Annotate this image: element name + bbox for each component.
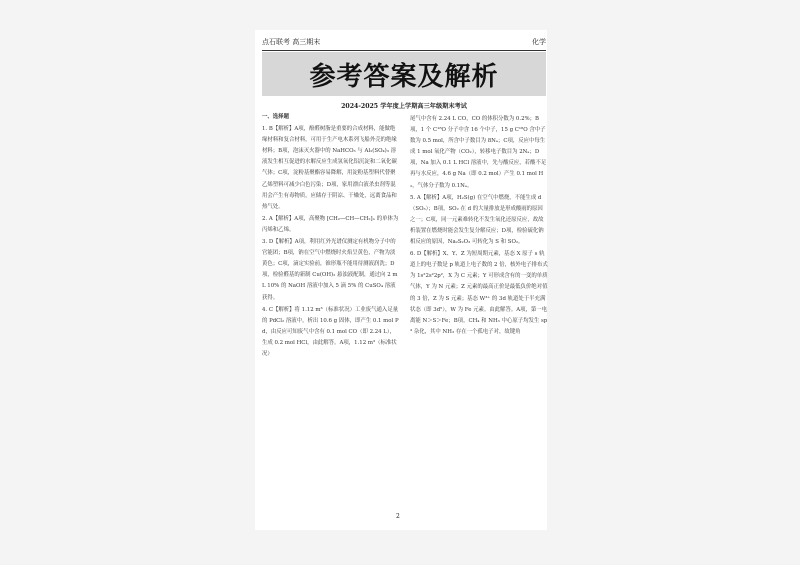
exam-subtitle: 2024-2025 学年度上学期高三年级期末考试: [341, 103, 467, 110]
answer-paragraph: 2. A【解析】A项，高聚物 [CH₂—CH—CH₂]ₙ 的单体为丙烯和乙烯。: [262, 215, 399, 233]
banner-title: 参考答案及解析: [309, 61, 499, 92]
title-banner: [262, 52, 546, 96]
answer-paragraph: 尾气中含有 2.24 L CO，CO 的体积分数为 0.2%；B项，1 个 C¹⁸O 分子中含 16 个中子，15 g C¹⁸O 含中子数为 0.5 mol，所含中子数目为 8Nₐ；C项，反应中每生成 1 mol 氧化产物（CO₂），转移电子数目为 2Nₐ；D项，Na 加入 0.1 L HCl 溶液中，先与酸反应，若酸不足再与水反应，4.6 g Na（即 0.2 mol）产生 0.1 mol H₂，气体分子数为 0.1Nₐ。: [410, 116, 547, 189]
answer-paragraph: 4. C【解析】将 1.12 m³（标准状况）工业废气通入足量的 PdCl₂ 溶液中，析出 10.6 g 固体，即产生 0.1 mol Pd，由反应可知废气中含有 0.1 mol CO（即 2.24 L），生成 0.2 mol HCl，由此解答。A项，1.12 m³（标准状况）: [262, 306, 399, 357]
section-heading: 一、选择题: [262, 114, 289, 120]
header-left: 点石联考 高三期末: [262, 38, 321, 46]
right-column: [410, 114, 548, 339]
page-number: 2: [396, 513, 400, 520]
page-header: [262, 36, 546, 51]
left-column: [262, 112, 400, 361]
answer-paragraph: 5. A【解析】A项，H₂S(g) 在空气中燃烧，不能生成 d（SO₃）；B项，SO₂ 在 d 的大量排放是形成酸雨的原因之一；C项，同一元素难转化不发生氧化还原反应，故故析装置在燃烧时能会发生复分解反应；D项，检验硫化钠相反应的原因，Na₂S₂O₃ 可转化为 S 和 SO₂。: [410, 194, 544, 246]
answer-paragraph: 6. D【解析】X、Y、Z 为短周期元素，基态 X 原子 s 轨道上的电子数是 p 轨道上电子数的 2 倍，核外电子排布式为 1s²2s²2p²，X 为 C 元素；Y 可形成含有的一变的单质气体，Y 为 N 元素；Z 元素的最高正价是最低负价绝对值的 3 倍，Z 为 S 元素；基态 W³⁺ 的 3d 轨道处于半充满状态（即 3d⁵），W 为 Fe 元素。由此解答。A项，第一电离能 N＞S＞Fe；B项，CH₄ 和 NH₃ 中心原子均发生 sp³ 杂化，其中 NH₃ 存在一个孤电子对，故键角: [410, 251, 548, 335]
answer-paragraph: 3. D【解析】A项，利用红外光谱仪测定有机物分子中的官能团；B项，钠在空气中燃烧时火焰呈黄色，产物为淡黄色；C项，滴定实验前，锥形瓶不能用待测液润洗；D项，检验醛基的新制 Cu(OH)₂ 悬浊液配制，通过向 2 mL 10% 的 NaOH 溶液中加入 5 滴 5% 的 CuSO₄ 溶液获得。: [262, 239, 398, 301]
header-right: 化学: [532, 38, 546, 46]
answer-paragraph: 1. B【解析】A项，酚醛树脂是重要的合成材料，能做绝缘材料和复合材料，可用于生产电木系列飞船外壳的绝缘材料；B项，泡沫灭火器中的 NaHCO₃ 与 Al₂(SO₄)₃ 溶液发生相互促进的水解反应生成氢氧化铝沉淀和二氧化碳气体；C项，淀粉基聚酯容易降解，用淀粉基塑料代替聚乙烯塑料可减少白色污染；D项，家用漂白液杀虫剂等混用会产生有毒物质，应储存于阴凉、干燥处，远离食品和热气处。: [262, 126, 397, 210]
